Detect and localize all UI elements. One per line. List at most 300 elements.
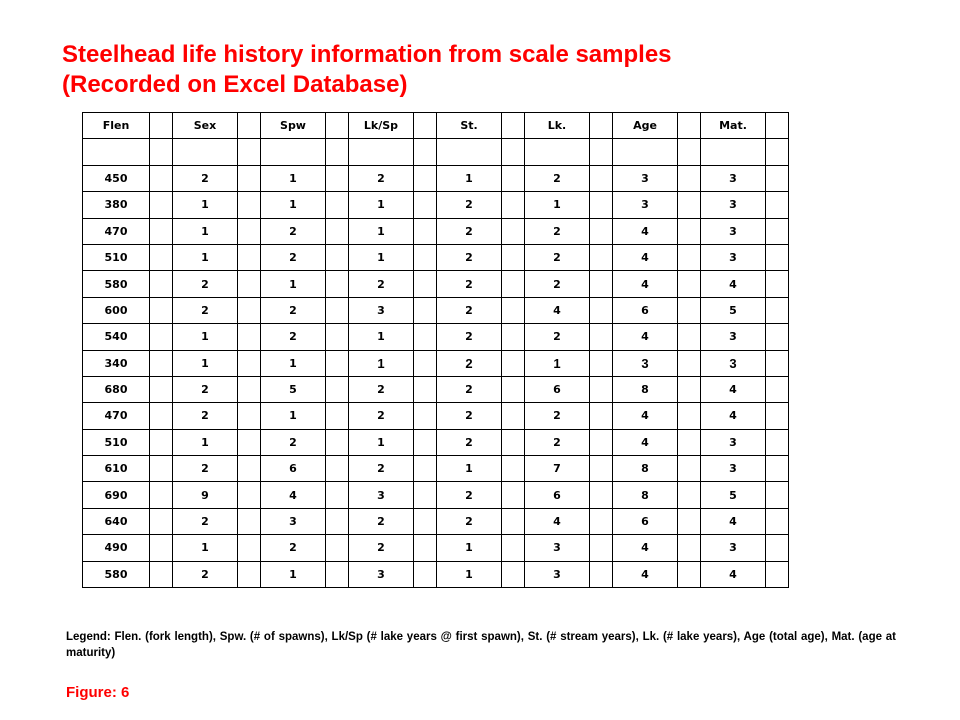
separator-cell [766, 561, 789, 587]
separator-cell [766, 456, 789, 482]
column-header: Spw [261, 113, 326, 139]
table-cell: 1 [261, 350, 326, 376]
separator-cell [326, 508, 349, 534]
table-cell: 8 [613, 376, 678, 402]
table-cell: 2 [437, 271, 502, 297]
separator-cell [238, 192, 261, 218]
separator-cell [766, 403, 789, 429]
separator-cell [238, 535, 261, 561]
column-header: Sex [173, 113, 238, 139]
table-cell: 5 [701, 297, 766, 323]
table-cell: 4 [701, 376, 766, 402]
table-cell: 2 [173, 508, 238, 534]
table-cell [173, 139, 238, 165]
separator-cell [678, 456, 701, 482]
table-cell: 2 [261, 218, 326, 244]
separator-cell [238, 561, 261, 587]
separator-cell [678, 535, 701, 561]
table-cell: 470 [83, 403, 150, 429]
separator-cell [150, 508, 173, 534]
table-cell: 2 [525, 218, 590, 244]
separator-cell [678, 561, 701, 587]
column-header: Lk. [525, 113, 590, 139]
table-cell: 1 [173, 324, 238, 350]
table-row [83, 376, 789, 402]
table-row [83, 561, 789, 587]
separator-cell [326, 456, 349, 482]
separator-cell [590, 192, 613, 218]
separator-cell [238, 271, 261, 297]
life-history-table [82, 112, 789, 588]
table-cell: 3 [349, 297, 414, 323]
separator-cell [678, 218, 701, 244]
separator-cell [238, 165, 261, 191]
figure-label: Figure: 6 [66, 684, 130, 701]
table-row [83, 139, 789, 165]
separator-cell [678, 508, 701, 534]
table-cell: 6 [613, 508, 678, 534]
table-cell: 2 [437, 350, 502, 376]
table-cell: 1 [349, 350, 414, 376]
separator-cell [326, 350, 349, 376]
table-cell [83, 139, 150, 165]
table-cell: 4 [613, 535, 678, 561]
separator-cell [150, 139, 173, 165]
table-cell: 2 [349, 403, 414, 429]
table-cell: 380 [83, 192, 150, 218]
separator-cell [590, 165, 613, 191]
separator-cell [590, 139, 613, 165]
separator-cell [766, 218, 789, 244]
separator-cell [590, 271, 613, 297]
separator-cell [766, 139, 789, 165]
separator-cell [150, 244, 173, 270]
table-cell: 1 [261, 403, 326, 429]
table-row [83, 508, 789, 534]
table-cell: 5 [261, 376, 326, 402]
table-cell: 2 [349, 508, 414, 534]
table-cell: 4 [525, 297, 590, 323]
separator-cell [150, 192, 173, 218]
table-cell: 2 [525, 324, 590, 350]
separator-cell [414, 218, 437, 244]
table-cell: 2 [525, 403, 590, 429]
separator-cell [590, 561, 613, 587]
table-cell: 1 [261, 165, 326, 191]
table-cell: 1 [349, 244, 414, 270]
table-cell: 1 [525, 350, 590, 376]
table-cell: 1 [437, 535, 502, 561]
column-header: Flen [83, 113, 150, 139]
separator-cell [150, 535, 173, 561]
table-cell: 8 [613, 456, 678, 482]
separator-cell [678, 113, 701, 139]
separator-cell [150, 482, 173, 508]
table-cell: 1 [173, 535, 238, 561]
table-cell: 1 [173, 244, 238, 270]
table-cell: 4 [613, 271, 678, 297]
separator-cell [414, 376, 437, 402]
separator-cell [502, 324, 525, 350]
table-cell: 6 [261, 456, 326, 482]
separator-cell [766, 113, 789, 139]
page-title [62, 40, 672, 100]
table-cell: 2 [173, 561, 238, 587]
table-cell: 540 [83, 324, 150, 350]
separator-cell [502, 376, 525, 402]
table-cell: 1 [349, 192, 414, 218]
table-row [83, 244, 789, 270]
separator-cell [590, 403, 613, 429]
separator-cell [590, 324, 613, 350]
separator-cell [766, 324, 789, 350]
table-cell: 470 [83, 218, 150, 244]
separator-cell [414, 456, 437, 482]
table-cell: 2 [437, 508, 502, 534]
table-cell: 4 [701, 561, 766, 587]
separator-cell [326, 165, 349, 191]
separator-cell [766, 508, 789, 534]
table-row [83, 297, 789, 323]
separator-cell [326, 535, 349, 561]
separator-cell [590, 244, 613, 270]
separator-cell [502, 192, 525, 218]
separator-cell [150, 324, 173, 350]
separator-cell [502, 244, 525, 270]
table-cell: 2 [525, 429, 590, 455]
separator-cell [502, 429, 525, 455]
separator-cell [238, 403, 261, 429]
table-cell: 3 [701, 192, 766, 218]
table-cell [613, 139, 678, 165]
table-cell: 5 [701, 482, 766, 508]
separator-cell [502, 218, 525, 244]
separator-cell [414, 561, 437, 587]
table-cell: 6 [525, 376, 590, 402]
table-cell: 2 [437, 482, 502, 508]
table-cell: 1 [173, 350, 238, 376]
table-row [83, 456, 789, 482]
table-cell: 680 [83, 376, 150, 402]
table-cell: 1 [173, 429, 238, 455]
table-cell: 3 [701, 218, 766, 244]
separator-cell [326, 297, 349, 323]
separator-cell [678, 244, 701, 270]
separator-cell [326, 271, 349, 297]
separator-cell [678, 324, 701, 350]
table-row [83, 535, 789, 561]
table-cell: 3 [613, 165, 678, 191]
separator-cell [678, 350, 701, 376]
separator-cell [502, 456, 525, 482]
separator-cell [678, 482, 701, 508]
table-cell: 3 [701, 165, 766, 191]
separator-cell [590, 535, 613, 561]
table-cell [349, 139, 414, 165]
separator-cell [150, 218, 173, 244]
separator-cell [150, 297, 173, 323]
separator-cell [502, 297, 525, 323]
table-cell: 4 [261, 482, 326, 508]
separator-cell [150, 456, 173, 482]
separator-cell [150, 271, 173, 297]
table-row [83, 403, 789, 429]
table-cell: 2 [261, 535, 326, 561]
title-line-2: (Recorded on Excel Database) [62, 71, 408, 98]
table-cell: 6 [613, 297, 678, 323]
table-cell: 3 [261, 508, 326, 534]
separator-cell [238, 218, 261, 244]
table-cell: 4 [613, 429, 678, 455]
separator-cell [502, 139, 525, 165]
separator-cell [590, 376, 613, 402]
table-cell: 1 [437, 456, 502, 482]
separator-cell [326, 482, 349, 508]
separator-cell [590, 429, 613, 455]
separator-cell [150, 113, 173, 139]
table-cell: 3 [701, 535, 766, 561]
separator-cell [238, 244, 261, 270]
table-cell: 3 [525, 561, 590, 587]
separator-cell [590, 482, 613, 508]
separator-cell [150, 561, 173, 587]
table-row [83, 429, 789, 455]
separator-cell [678, 165, 701, 191]
separator-cell [766, 297, 789, 323]
separator-cell [150, 429, 173, 455]
table-cell: 2 [437, 192, 502, 218]
table-cell: 2 [261, 429, 326, 455]
table-cell: 2 [349, 271, 414, 297]
separator-cell [326, 403, 349, 429]
table-cell: 510 [83, 244, 150, 270]
separator-cell [502, 403, 525, 429]
separator-cell [326, 139, 349, 165]
table-cell: 1 [349, 324, 414, 350]
separator-cell [414, 429, 437, 455]
column-header: Age [613, 113, 678, 139]
separator-cell [678, 139, 701, 165]
separator-cell [414, 350, 437, 376]
separator-cell [414, 508, 437, 534]
table-cell: 2 [525, 271, 590, 297]
table-cell: 2 [437, 218, 502, 244]
table-row [83, 350, 789, 376]
table-cell: 2 [349, 456, 414, 482]
separator-cell [238, 429, 261, 455]
table-row [83, 192, 789, 218]
table-row [83, 165, 789, 191]
table-cell: 2 [261, 297, 326, 323]
title-line-1: Steelhead life history information from scale samples [62, 41, 672, 68]
separator-cell [766, 535, 789, 561]
separator-cell [766, 271, 789, 297]
separator-cell [414, 535, 437, 561]
table-cell: 2 [437, 297, 502, 323]
separator-cell [150, 350, 173, 376]
table-cell: 490 [83, 535, 150, 561]
table-cell: 4 [701, 403, 766, 429]
separator-cell [766, 482, 789, 508]
table-cell: 2 [173, 165, 238, 191]
table-cell: 1 [437, 561, 502, 587]
table-cell: 2 [437, 244, 502, 270]
separator-cell [414, 297, 437, 323]
table-cell: 3 [701, 324, 766, 350]
table-cell: 640 [83, 508, 150, 534]
table-cell: 2 [261, 244, 326, 270]
separator-cell [590, 508, 613, 534]
separator-cell [766, 192, 789, 218]
table-cell [261, 139, 326, 165]
table-cell: 3 [701, 350, 766, 376]
table-cell: 4 [613, 324, 678, 350]
separator-cell [326, 218, 349, 244]
table-cell: 4 [613, 403, 678, 429]
table-cell: 580 [83, 561, 150, 587]
separator-cell [326, 244, 349, 270]
table-cell: 3 [701, 244, 766, 270]
table-row [83, 218, 789, 244]
table-cell: 4 [701, 508, 766, 534]
table-cell: 2 [261, 324, 326, 350]
separator-cell [150, 165, 173, 191]
separator-cell [766, 350, 789, 376]
table-cell: 2 [173, 271, 238, 297]
table-cell: 1 [349, 218, 414, 244]
separator-cell [414, 482, 437, 508]
separator-cell [326, 113, 349, 139]
table-cell: 510 [83, 429, 150, 455]
separator-cell [326, 192, 349, 218]
table-cell: 2 [437, 324, 502, 350]
separator-cell [414, 324, 437, 350]
separator-cell [590, 456, 613, 482]
table-cell: 340 [83, 350, 150, 376]
table-cell: 580 [83, 271, 150, 297]
legend-text: Legend: Flen. (fork length), Spw. (# of spawns), Lk/Sp (# lake years @ first spawn), St. (# stream years), Lk. (# lake years), Age (total age), Mat. (age at maturity) [66, 631, 896, 659]
table-cell: 2 [173, 403, 238, 429]
table-cell: 3 [613, 192, 678, 218]
table-cell: 2 [437, 403, 502, 429]
table-cell: 4 [613, 561, 678, 587]
table-cell [437, 139, 502, 165]
separator-cell [414, 139, 437, 165]
table-cell: 4 [613, 244, 678, 270]
separator-cell [502, 271, 525, 297]
table-cell: 2 [349, 165, 414, 191]
separator-cell [766, 376, 789, 402]
separator-cell [414, 271, 437, 297]
table-cell: 450 [83, 165, 150, 191]
separator-cell [590, 113, 613, 139]
table-cell: 2 [173, 456, 238, 482]
table-cell: 1 [261, 561, 326, 587]
table-cell: 3 [701, 456, 766, 482]
table-cell: 4 [613, 218, 678, 244]
separator-cell [326, 561, 349, 587]
separator-cell [502, 482, 525, 508]
table-cell: 2 [349, 535, 414, 561]
table-cell: 2 [437, 429, 502, 455]
separator-cell [502, 561, 525, 587]
separator-cell [766, 429, 789, 455]
separator-cell [590, 350, 613, 376]
table-cell: 4 [525, 508, 590, 534]
table-header-row [83, 113, 789, 139]
table-cell: 2 [173, 376, 238, 402]
column-header: St. [437, 113, 502, 139]
separator-cell [238, 324, 261, 350]
separator-cell [414, 192, 437, 218]
separator-cell [238, 456, 261, 482]
separator-cell [326, 376, 349, 402]
table-cell: 1 [437, 165, 502, 191]
separator-cell [678, 429, 701, 455]
table-cell: 1 [349, 429, 414, 455]
table-cell [701, 139, 766, 165]
table-cell: 8 [613, 482, 678, 508]
separator-cell [238, 113, 261, 139]
separator-cell [590, 218, 613, 244]
table-cell: 3 [525, 535, 590, 561]
separator-cell [502, 113, 525, 139]
separator-cell [414, 165, 437, 191]
table-cell: 610 [83, 456, 150, 482]
table-cell: 2 [525, 244, 590, 270]
table-cell: 2 [349, 376, 414, 402]
table-cell: 2 [437, 376, 502, 402]
separator-cell [326, 324, 349, 350]
separator-cell [150, 376, 173, 402]
separator-cell [678, 376, 701, 402]
table-cell: 4 [701, 271, 766, 297]
separator-cell [414, 113, 437, 139]
separator-cell [502, 350, 525, 376]
separator-cell [766, 244, 789, 270]
separator-cell [238, 297, 261, 323]
separator-cell [678, 192, 701, 218]
table-cell: 1 [525, 192, 590, 218]
table-cell: 7 [525, 456, 590, 482]
column-header: Lk/Sp [349, 113, 414, 139]
separator-cell [502, 165, 525, 191]
table-cell: 1 [261, 192, 326, 218]
separator-cell [414, 244, 437, 270]
table-cell [525, 139, 590, 165]
table-cell: 9 [173, 482, 238, 508]
table-cell: 3 [613, 350, 678, 376]
table-cell: 690 [83, 482, 150, 508]
separator-cell [326, 429, 349, 455]
separator-cell [766, 165, 789, 191]
separator-cell [238, 508, 261, 534]
table-row [83, 324, 789, 350]
column-header: Mat. [701, 113, 766, 139]
table-cell: 2 [525, 165, 590, 191]
separator-cell [678, 403, 701, 429]
separator-cell [590, 297, 613, 323]
separator-cell [238, 376, 261, 402]
table-cell: 3 [349, 482, 414, 508]
separator-cell [678, 271, 701, 297]
table-cell: 600 [83, 297, 150, 323]
separator-cell [502, 508, 525, 534]
table-cell: 1 [173, 192, 238, 218]
table-row [83, 482, 789, 508]
table-cell: 1 [261, 271, 326, 297]
table-cell: 3 [701, 429, 766, 455]
